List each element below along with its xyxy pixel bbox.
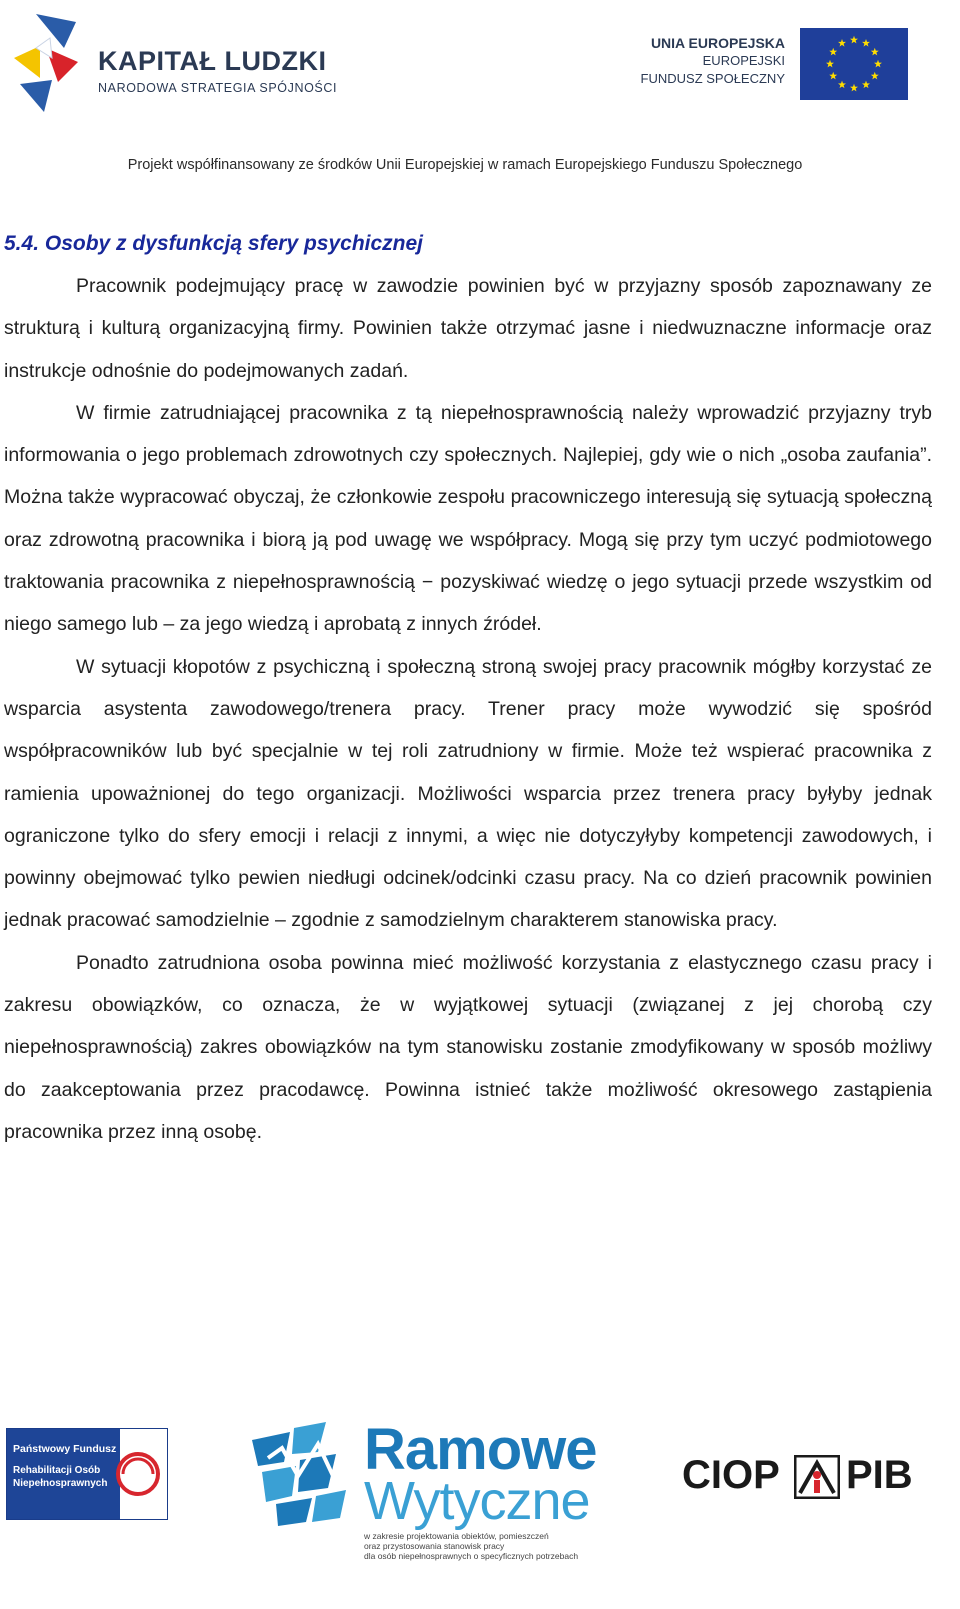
ramowe-small-print [364, 1531, 578, 1561]
eu-logo-line1: UNIA EUROPEJSKA [650, 35, 785, 51]
ramowe-title: Ramowe [364, 1417, 597, 1482]
kapital-ludzki-subtitle: NARODOWA STRATEGIA SPÓJNOŚCI [98, 81, 338, 95]
kapital-ludzki-title: KAPITAŁ LUDZKI [98, 46, 327, 76]
eu-logo-text [641, 34, 785, 88]
ramowe-wytyczne-logo [248, 1418, 608, 1608]
eu-logo [640, 28, 920, 100]
pfron-line2: Rehabilitacji Osób [13, 1465, 101, 1476]
ramowe-wytyczne-mark-icon [248, 1418, 358, 1528]
ciop-person-icon [794, 1455, 840, 1499]
kapital-ludzki-star-icon [6, 8, 86, 118]
paragraph: Pracownik podejmujący pracę w zawodzie powinien być w przyjazny sposób zapoznawany ze strukturą i kulturą organizacyjną firmy. Powinien także otrzymać jasne i niedwuznaczne informacje oraz instrukcje odnośnie do podejmowanych zadań. [4, 275, 932, 382]
ramowe-small-line2: oraz przystosowania stanowisk pracy [364, 1541, 505, 1551]
pfron-line1: Państwowy Fundusz [13, 1443, 117, 1455]
eu-flag-icon [800, 28, 908, 100]
pfron-emblem-icon [115, 1451, 161, 1497]
pfron-line3: Niepełnosprawnych [13, 1478, 108, 1489]
wytyczne-title: Wytyczne [364, 1471, 590, 1531]
paragraph: W sytuacji kłopotów z psychiczną i społeczną stroną swojej pracy pracownik mógłby korzystać ze wsparcia asystenta zawodowego/trenera pracy. Trener pracy może wywodzić się spośród współpracowników lub być specjalnie w tej roli zatrudniony w firmie. Może też wspierać pracownika z ramienia upoważnionej do tego organizacji. Możliwości wsparcia przez trenera pracy byłyby jednak ograniczone tylko do sfery emocji i relacji z innymi, a więc nie dotyczyłyby kompetencji zawodowych, i powinny obejmować tylko pewien niedługi odcinek/odcinki czasu pracy. Na co dzień pracownik powinien jednak pracować samodzielnie – zgodnie z samodzielnym charakterem stanowiska pracy. [4, 655, 932, 932]
section-heading: 5.4. Osoby z dysfunkcją sfery psychicznej [4, 232, 424, 255]
ciop-text: CIOP [682, 1453, 780, 1497]
eu-logo-line2: EUROPEJSKI [702, 53, 785, 68]
paragraph: Ponadto zatrudniona osoba powinna mieć możliwość korzystania z elastycznego czasu pracy i zakresu obowiązków, co oznacza, że w wyjątkowej sytuacji (związanej z jej chorobą czy niepełnosprawnością) zakres obowiązków na tym stanowisku zostanie zmodyfikowany w sposób możliwy do zaakceptowania przez pracodawcę. Powinna istnieć także możliwość okresowego zastąpienia pracownika przez inną osobę. [4, 951, 932, 1143]
kapital-ludzki-logo [6, 8, 366, 118]
cofinancing-note: Projekt współfinansowany ze środków Unii Europejskiej w ramach Europejskiego Funduszu Społecznego [127, 157, 803, 173]
eu-logo-line3: FUNDUSZ SPOŁECZNY [640, 71, 785, 86]
paragraph: W firmie zatrudniającej pracownika z tą niepełnosprawnością należy wprowadzić przyjazny tryb informowania o jego problemach zdrowotnych czy społecznych. Najlepiej, gdy wie o nich „osoba zaufania”. Można także wypracować obyczaj, że członkowie zespołu pracowniczego interesują się sytuacją społeczną oraz zdrowotną pracownika i biorą ją pod uwagę we współpracy. Mogą się przy tym uczyć podmiotowego traktowania pracownika z niepełnosprawnością − pozyskiwać wiedzę o jego sytuacji przede wszystkim od niego samego lub – za jego wiedzą i aprobatą z innych źródeł. [4, 401, 932, 636]
document-body [4, 229, 932, 1153]
ramowe-small-line1: w zakresie projektowania obiektów, pomieszczeń [364, 1531, 549, 1541]
page-header [0, 0, 960, 200]
pfron-logo [6, 1428, 168, 1520]
ramowe-small-line3: dla osób niepełnosprawnych o specyficznych potrzebach [364, 1551, 579, 1561]
pfron-lines [13, 1464, 107, 1490]
pib-text: PIB [846, 1453, 913, 1497]
ciop-pib-logo [682, 1453, 934, 1501]
page-footer [0, 1415, 960, 1609]
